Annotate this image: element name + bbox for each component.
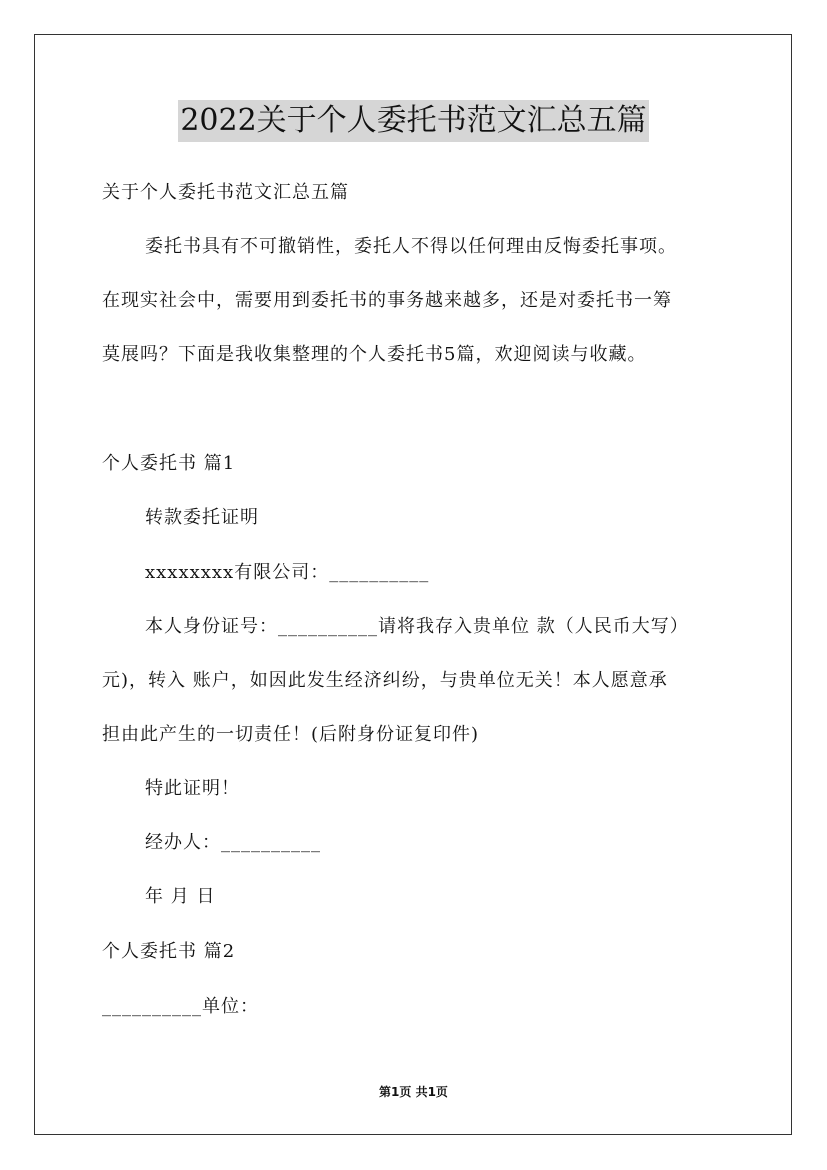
cert-title: 转款委托证明 bbox=[145, 507, 259, 528]
date-line: 年 月 日 bbox=[145, 886, 216, 907]
section2-heading: 个人委托书 篇2 bbox=[102, 941, 236, 962]
intro-line-2: 在现实社会中，需要用到委托书的事务越来越多，还是对委托书一筹 bbox=[102, 290, 672, 311]
body-line-2: 元)，转入 账户，如因此发生经济纠纷，与贵单位无关！本人愿意承 bbox=[102, 670, 668, 691]
handler-line: 经办人：__________ bbox=[145, 832, 321, 853]
page-number: 第1页 共1页 bbox=[379, 1085, 448, 1099]
intro-line-1: 委托书具有不可撤销性，委托人不得以任何理由反悔委托事项。 bbox=[145, 236, 677, 257]
document-subtitle: 关于个人委托书范文汇总五篇 bbox=[102, 182, 349, 203]
body-line-1: 本人身份证号：__________请将我存入贵单位 款（人民币大写） bbox=[145, 616, 689, 637]
body-line-3: 担由此产生的一切责任！(后附身份证复印件) bbox=[102, 724, 480, 745]
closing-line: 特此证明！ bbox=[145, 778, 240, 799]
section1-heading: 个人委托书 篇1 bbox=[102, 453, 236, 474]
page-footer bbox=[0, 1084, 827, 1100]
unit-line: __________单位： bbox=[102, 996, 259, 1017]
document-title: 2022关于个人委托书范文汇总五篇 bbox=[178, 100, 648, 142]
title-container bbox=[0, 100, 827, 142]
company-line: xxxxxxxx有限公司：__________ bbox=[145, 562, 430, 583]
intro-line-3: 莫展吗？下面是我收集整理的个人委托书5篇，欢迎阅读与收藏。 bbox=[102, 344, 647, 365]
